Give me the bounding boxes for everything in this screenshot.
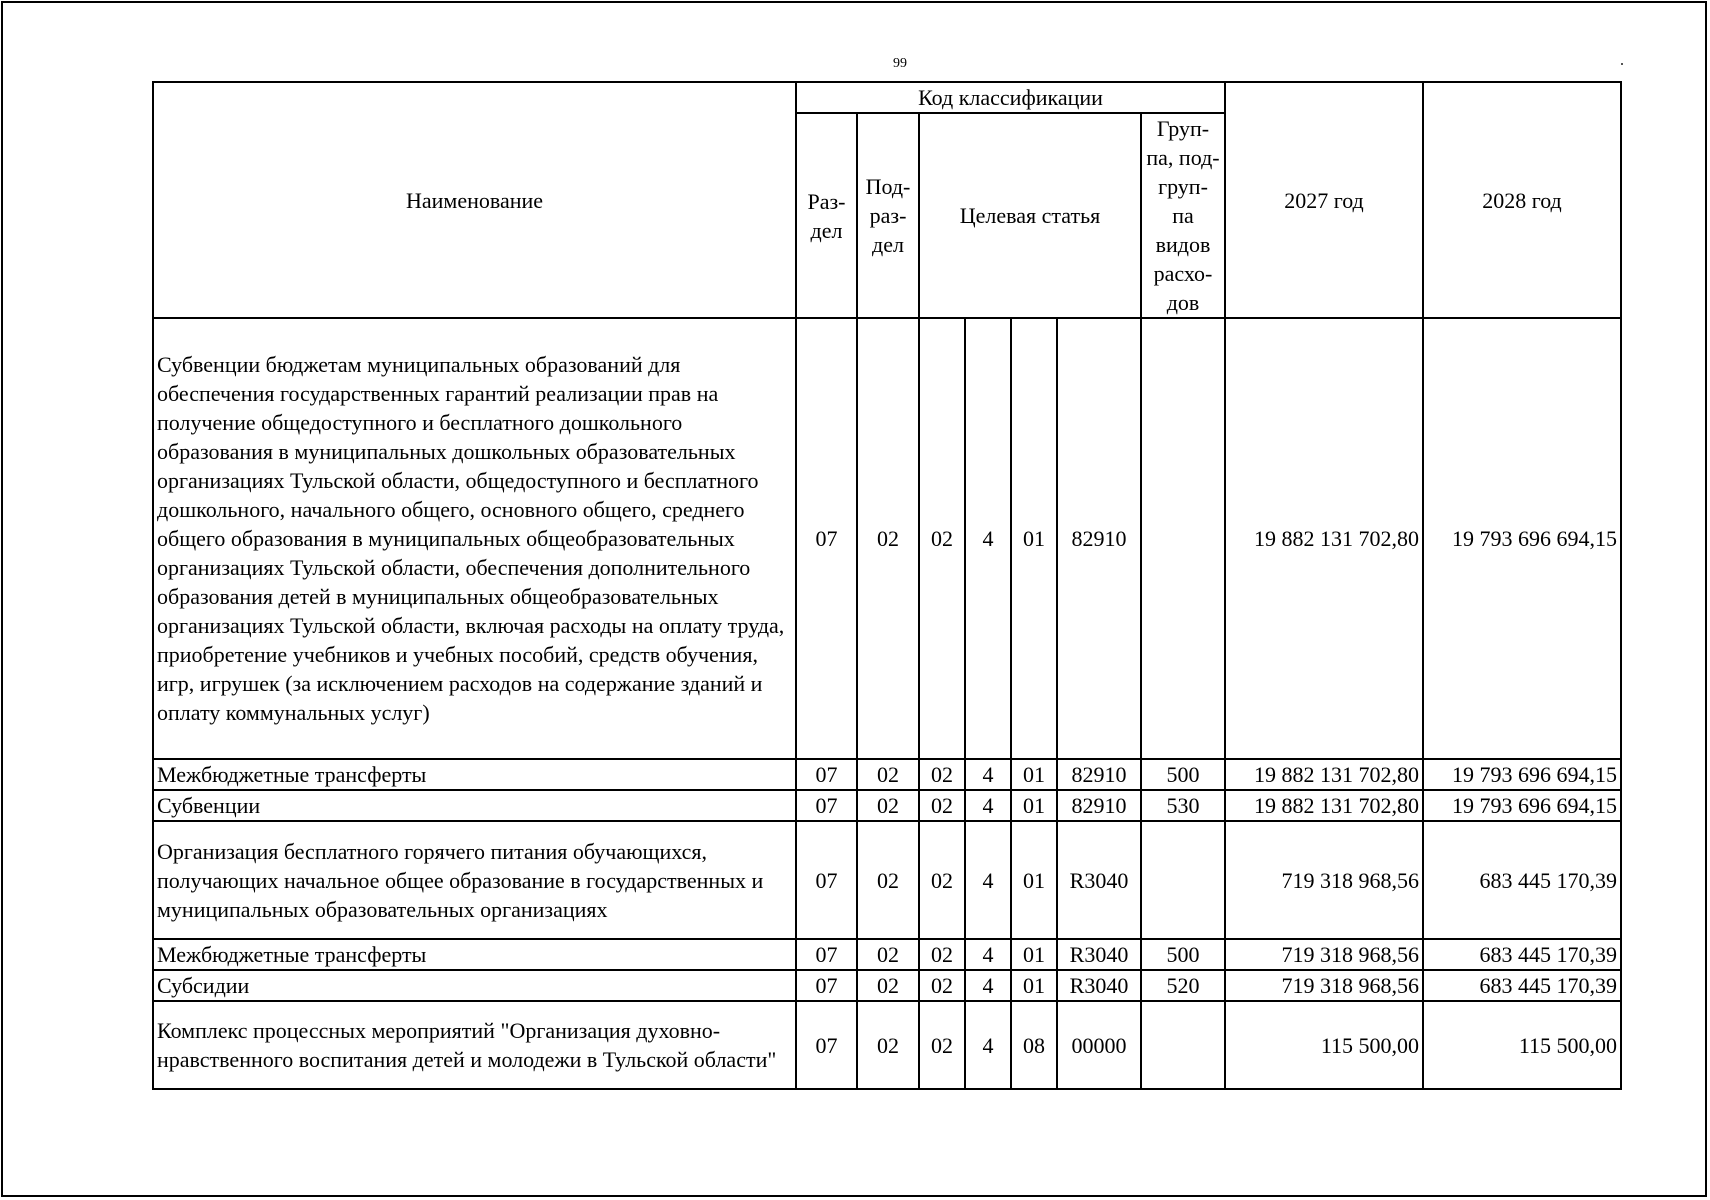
page-number: 99	[893, 56, 907, 71]
expense-group-cell: 500	[1141, 759, 1225, 790]
target-article-cell: 02	[919, 790, 965, 821]
target-article-cell: 02	[919, 759, 965, 790]
scan-speck	[1621, 63, 1623, 65]
row-name: Субвенции	[153, 790, 796, 821]
razdel-cell: 07	[796, 1001, 857, 1089]
row-name: Межбюджетные трансферты	[153, 759, 796, 790]
podrazdel-cell: 02	[857, 1001, 919, 1089]
podrazdel-cell: 02	[857, 790, 919, 821]
razdel-cell: 07	[796, 759, 857, 790]
row-name: Комплекс процессных мероприятий "Организация духовно-нравственного воспитания детей и молодежи в Тульской области"	[153, 1001, 796, 1089]
amount-2027-cell: 719 318 968,56	[1225, 939, 1423, 970]
target-article-cell: 01	[1011, 821, 1057, 939]
amount-2028-cell: 19 793 696 694,15	[1423, 790, 1621, 821]
budget-table	[152, 81, 1622, 1090]
razdel-cell: 07	[796, 318, 857, 759]
podrazdel-cell: 02	[857, 821, 919, 939]
razdel-cell: 07	[796, 821, 857, 939]
target-article-cell: 01	[1011, 939, 1057, 970]
target-article-cell: R3040	[1057, 970, 1141, 1001]
target-article-cell: 4	[965, 821, 1011, 939]
target-article-cell: 4	[965, 318, 1011, 759]
razdel-cell: 07	[796, 790, 857, 821]
row-name: Субвенции бюджетам муниципальных образований для обеспечения государственных гарантий реализации прав на получение общедоступного и бесплатного дошкольного образования в муниципальных дошкольных образовательных организациях Тульской области, общедоступного и бесплатного дошкольного, начального общего, основного общего, среднего общего образования в муниципальных общеобразовательных организациях Тульской области, обеспечения дополнительного образования детей в муниципальных общеобразовательных организациях Тульской области, включая расходы на оплату труда, приобретение учебников и учебных пособий, средств обучения, игр, игрушек (за исключением расходов на содержание зданий и оплату коммунальных услуг)	[153, 318, 796, 759]
amount-2028-cell: 683 445 170,39	[1423, 939, 1621, 970]
expense-group-cell	[1141, 318, 1225, 759]
row-name: Организация бесплатного горячего питания обучающихся, получающих начальное общее образование в государственных и муниципальных образовательных организациях	[153, 821, 796, 939]
target-article-cell: 02	[919, 821, 965, 939]
amount-2027-cell: 19 882 131 702,80	[1225, 790, 1423, 821]
table-row	[153, 970, 1621, 1001]
table-row	[153, 821, 1621, 939]
razdel-cell: 07	[796, 939, 857, 970]
table-row	[153, 939, 1621, 970]
amount-2028-cell: 683 445 170,39	[1423, 821, 1621, 939]
expense-group-cell: 520	[1141, 970, 1225, 1001]
podrazdel-cell: 02	[857, 939, 919, 970]
podrazdel-cell: 02	[857, 759, 919, 790]
target-article-cell: 4	[965, 1001, 1011, 1089]
target-article-cell: 4	[965, 790, 1011, 821]
target-article-cell: 01	[1011, 790, 1057, 821]
table-row	[153, 759, 1621, 790]
podrazdel-cell: 02	[857, 318, 919, 759]
header-podrazdel: Под- раз- дел	[857, 113, 919, 318]
header-year-2027: 2027 год	[1225, 82, 1423, 318]
target-article-cell: 02	[919, 939, 965, 970]
expense-group-cell	[1141, 1001, 1225, 1089]
amount-2028-cell: 683 445 170,39	[1423, 970, 1621, 1001]
target-article-cell: 01	[1011, 318, 1057, 759]
target-article-cell: 82910	[1057, 790, 1141, 821]
target-article-cell: 02	[919, 1001, 965, 1089]
amount-2028-cell: 115 500,00	[1423, 1001, 1621, 1089]
amount-2027-cell: 719 318 968,56	[1225, 821, 1423, 939]
target-article-cell: 4	[965, 759, 1011, 790]
target-article-cell: 00000	[1057, 1001, 1141, 1089]
row-name: Субсидии	[153, 970, 796, 1001]
target-article-cell: 4	[965, 939, 1011, 970]
table-row	[153, 790, 1621, 821]
amount-2027-cell: 19 882 131 702,80	[1225, 759, 1423, 790]
target-article-cell: 01	[1011, 970, 1057, 1001]
target-article-cell: 82910	[1057, 759, 1141, 790]
amount-2028-cell: 19 793 696 694,15	[1423, 759, 1621, 790]
target-article-cell: 4	[965, 970, 1011, 1001]
target-article-cell: 01	[1011, 759, 1057, 790]
razdel-cell: 07	[796, 970, 857, 1001]
target-article-cell: R3040	[1057, 821, 1141, 939]
row-name: Межбюджетные трансферты	[153, 939, 796, 970]
header-year-2028: 2028 год	[1423, 82, 1621, 318]
amount-2027-cell: 719 318 968,56	[1225, 970, 1423, 1001]
amount-2028-cell: 19 793 696 694,15	[1423, 318, 1621, 759]
expense-group-cell	[1141, 821, 1225, 939]
amount-2027-cell: 115 500,00	[1225, 1001, 1423, 1089]
expense-group-cell: 530	[1141, 790, 1225, 821]
target-article-cell: 02	[919, 970, 965, 1001]
target-article-cell: 08	[1011, 1001, 1057, 1089]
podrazdel-cell: 02	[857, 970, 919, 1001]
target-article-cell: 02	[919, 318, 965, 759]
header-expense-group: Груп- па, под- груп- па видов расхо- дов	[1141, 113, 1225, 318]
table-row	[153, 1001, 1621, 1089]
target-article-cell: 82910	[1057, 318, 1141, 759]
header-name: Наименование	[153, 82, 796, 318]
header-target-article: Целевая статья	[919, 113, 1141, 318]
table-row	[153, 318, 1621, 759]
amount-2027-cell: 19 882 131 702,80	[1225, 318, 1423, 759]
header-classification-code: Код классификации	[796, 82, 1225, 113]
target-article-cell: R3040	[1057, 939, 1141, 970]
header-razdel: Раз- дел	[796, 113, 857, 318]
expense-group-cell: 500	[1141, 939, 1225, 970]
